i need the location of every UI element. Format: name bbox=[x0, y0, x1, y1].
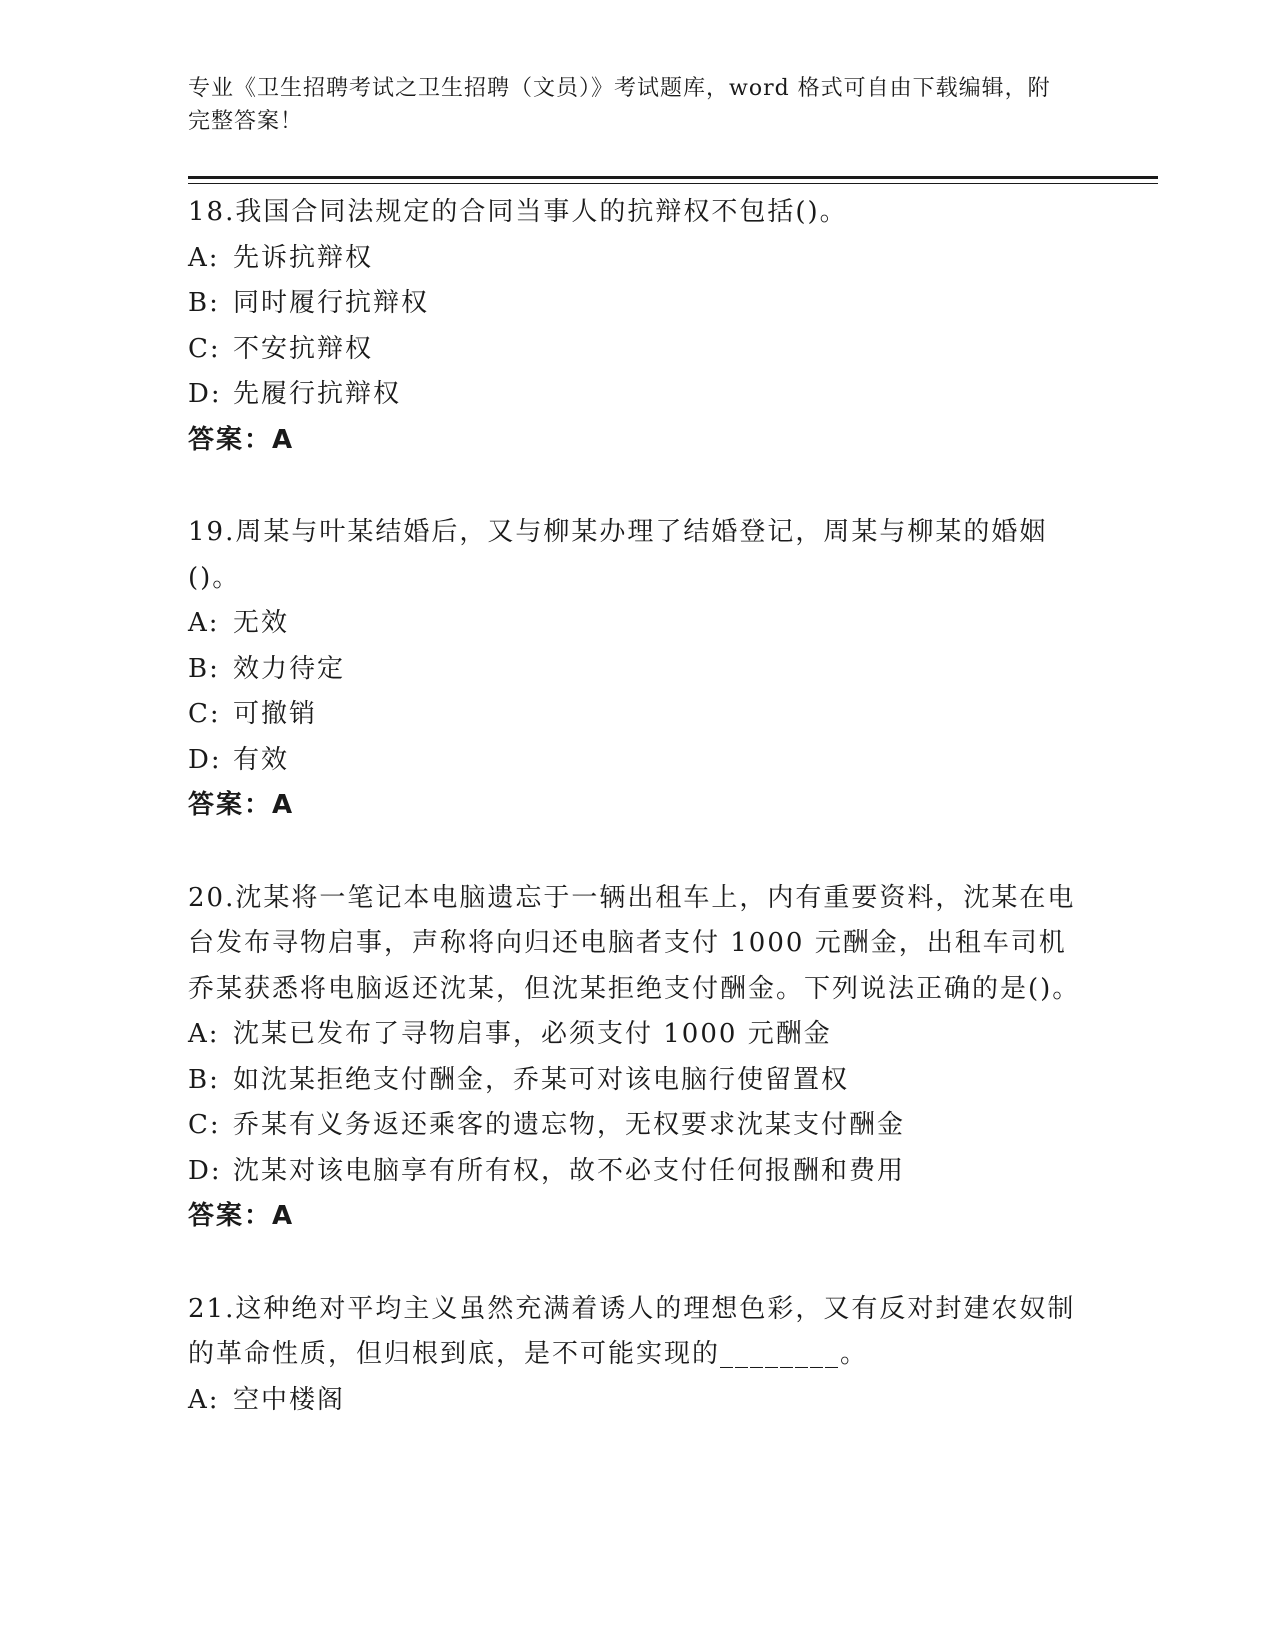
option-label: B: bbox=[188, 288, 220, 318]
option-label: D: bbox=[188, 379, 222, 409]
option-label: C: bbox=[188, 1110, 221, 1140]
option-d bbox=[188, 738, 1088, 784]
option-text: 先诉抗辩权 bbox=[233, 242, 374, 273]
option-text: 不安抗辩权 bbox=[233, 333, 374, 364]
option-b bbox=[188, 1058, 1088, 1104]
answer-line: 答案：A bbox=[188, 1201, 295, 1231]
option-text: 沈某已发布了寻物启事，必须支付 1000 元酬金 bbox=[233, 1019, 832, 1049]
option-c bbox=[188, 1103, 1088, 1149]
header-rule-thin bbox=[188, 183, 1158, 184]
header-rule-thick bbox=[188, 176, 1158, 179]
option-text: 沈某对该电脑享有所有权，故不必支付任何报酬和费用 bbox=[233, 1155, 906, 1186]
option-label: A: bbox=[188, 1384, 220, 1415]
option-text: 无效 bbox=[233, 608, 290, 638]
option-c bbox=[188, 692, 1088, 738]
answer-line: 答案：A bbox=[188, 424, 295, 455]
document-header: 专业《卫生招聘考试之卫生招聘（文员）》考试题库，word 格式可自由下载编辑，附完整答案！ bbox=[188, 76, 1051, 134]
option-b bbox=[188, 647, 1088, 693]
option-label: D: bbox=[188, 744, 222, 775]
option-a bbox=[188, 1012, 1088, 1058]
option-a bbox=[188, 236, 1088, 282]
option-text: 乔某有义务返还乘客的遗忘物，无权要求沈某支付酬金 bbox=[233, 1110, 906, 1140]
option-label: D: bbox=[188, 1155, 222, 1186]
question-text: 21.这种绝对平均主义虽然充满着诱人的理想色彩，又有反对封建农奴制的革命性质，但归根到底，是不可能实现的________。 bbox=[188, 1293, 1076, 1369]
question-19 bbox=[188, 510, 1088, 829]
option-text: 如沈某拒绝支付酬金，乔某可对该电脑行使留置权 bbox=[233, 1064, 850, 1095]
question-text: 19.周某与叶某结婚后，又与柳某办理了结婚登记，周某与柳某的婚姻()。 bbox=[188, 517, 1048, 593]
question-18 bbox=[188, 190, 1088, 463]
option-text: 可撤销 bbox=[233, 699, 318, 729]
option-label: B: bbox=[188, 1064, 220, 1095]
option-text: 空中楼阁 bbox=[233, 1384, 346, 1415]
option-d bbox=[188, 1149, 1088, 1195]
question-20 bbox=[188, 876, 1088, 1240]
answer-line: 答案：A bbox=[188, 790, 295, 820]
option-a bbox=[188, 1378, 1088, 1424]
option-c bbox=[188, 327, 1088, 373]
option-label: B: bbox=[188, 653, 220, 684]
option-label: C: bbox=[188, 333, 221, 364]
option-a bbox=[188, 601, 1088, 647]
option-text: 同时履行抗辩权 bbox=[233, 288, 430, 318]
option-d bbox=[188, 372, 1088, 418]
option-text: 效力待定 bbox=[233, 653, 346, 684]
option-label: A: bbox=[188, 608, 220, 638]
option-label: C: bbox=[188, 699, 221, 729]
option-label: A: bbox=[188, 242, 220, 273]
question-text: 18.我国合同法规定的合同当事人的抗辩权不包括()。 bbox=[188, 197, 848, 227]
question-text: 20.沈某将一笔记本电脑遗忘于一辆出租车上，内有重要资料，沈某在电台发布寻物启事，声称将向归还电脑者支付 1000 元酬金，出租车司机乔某获悉将电脑返还沈某，但沈某拒绝支付酬金。下列说法正确的是()。 bbox=[188, 882, 1081, 1004]
question-list bbox=[188, 190, 1088, 1470]
question-21 bbox=[188, 1287, 1088, 1424]
option-b bbox=[188, 281, 1088, 327]
option-label: A: bbox=[188, 1019, 220, 1049]
option-text: 有效 bbox=[233, 744, 290, 775]
option-text: 先履行抗辩权 bbox=[233, 379, 402, 409]
